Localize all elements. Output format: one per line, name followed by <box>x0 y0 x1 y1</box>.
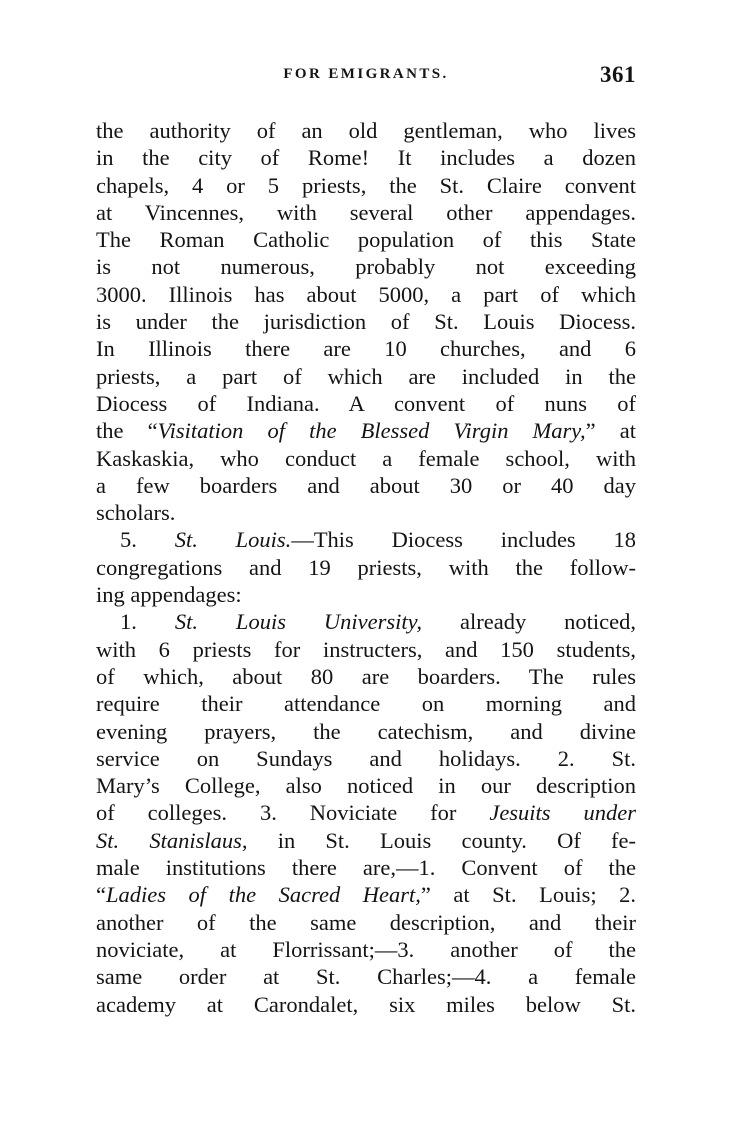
text-line <box>96 390 636 417</box>
text-span: Diocess of Indiana. A convent of nuns of <box>96 390 636 416</box>
text-line <box>96 172 636 199</box>
text-span: In Illinois there are 10 churches, and 6 <box>96 336 636 362</box>
text-span: 5. <box>120 527 175 553</box>
text-span: is under the jurisdiction of St. Louis Diocess. <box>96 309 636 335</box>
text-span: in St. Louis county. Of fe- <box>247 827 636 853</box>
text-line <box>96 472 636 499</box>
text-span: is not numerous, probably not exceeding <box>96 254 636 280</box>
text-span: 1. <box>120 609 175 635</box>
text-line <box>96 718 636 745</box>
text-line <box>96 554 636 581</box>
text-span: already noticed, <box>422 609 637 635</box>
text-line <box>96 144 636 171</box>
text-line <box>96 199 636 226</box>
text-line <box>96 363 636 390</box>
text-line <box>96 772 636 799</box>
page-header <box>96 62 636 92</box>
text-span: Mary’s College, also noticed in our description <box>96 773 636 799</box>
text-line <box>96 799 636 826</box>
text-span: —This Diocess includes 18 <box>291 527 637 553</box>
text-line <box>96 281 636 308</box>
text-span: a few boarders and about 30 or 40 day <box>96 472 636 498</box>
italic-title: St. Louis. <box>174 527 292 553</box>
text-line <box>96 854 636 881</box>
text-line <box>96 881 636 908</box>
text-line <box>96 581 636 608</box>
text-line <box>96 335 636 362</box>
text-line <box>96 636 636 663</box>
text-span: same order at St. Charles;—4. a female <box>96 964 636 990</box>
text-span: academy at Carondalet, six miles below St. <box>96 991 636 1017</box>
text-span: the authority of an old gentleman, who lives <box>96 118 636 143</box>
text-line <box>96 253 636 280</box>
text-span: evening prayers, the catechism, and divine <box>96 718 636 744</box>
text-span: noviciate, at Florrissant;—3. another of the <box>96 936 636 962</box>
italic-title: St. Louis University, <box>174 609 423 635</box>
text-span: require their attendance on morning and <box>96 691 636 717</box>
text-span: scholars. <box>96 500 176 526</box>
text-span: another of the same description, and their <box>96 909 636 935</box>
italic-title: Visitation of the Blessed Virgin Mary, <box>157 418 586 444</box>
page-number: 361 <box>600 62 636 87</box>
text-span: in the city of Rome! It includes a dozen <box>96 145 636 171</box>
text-line <box>96 690 636 717</box>
text-line <box>96 909 636 936</box>
text-line <box>96 526 636 553</box>
running-title: FOR EMIGRANTS. <box>283 66 449 82</box>
text-line <box>96 226 636 253</box>
text-span: of which, about 80 are boarders. The rules <box>96 663 636 689</box>
text-span: the “ <box>96 418 158 444</box>
text-span: ” at St. Louis; 2. <box>420 882 636 908</box>
text-span: “ <box>96 882 106 908</box>
text-span: male institutions there are,—1. Convent of the <box>96 855 636 881</box>
text-line <box>96 745 636 772</box>
italic-title: St. Stanislaus, <box>96 827 248 853</box>
text-span: ” at <box>585 418 636 444</box>
text-line <box>96 499 636 526</box>
text-span: The Roman Catholic population of this State <box>96 227 636 253</box>
italic-title: Jesuits under <box>489 800 636 826</box>
text-line <box>96 663 636 690</box>
text-span: Kaskaskia, who conduct a female school, with <box>96 445 636 471</box>
text-line <box>96 827 636 854</box>
text-span: of colleges. 3. Noviciate for <box>96 800 490 826</box>
text-line <box>96 963 636 990</box>
text-span: with 6 priests for instructers, and 150 students, <box>96 636 636 662</box>
text-line <box>96 308 636 335</box>
text-span: at Vincennes, with several other appendages. <box>96 199 636 225</box>
text-span: service on Sundays and holidays. 2. St. <box>96 745 636 771</box>
text-line <box>96 117 636 144</box>
text-line <box>96 936 636 963</box>
text-span: chapels, 4 or 5 priests, the St. Claire convent <box>96 172 636 198</box>
text-span: priests, a part of which are included in the <box>96 363 636 389</box>
text-line <box>96 991 636 1018</box>
text-span: congregations and 19 priests, with the follow- <box>96 554 636 580</box>
text-line <box>96 417 636 444</box>
text-span: 3000. Illinois has about 5000, a part of which <box>96 281 636 307</box>
text-line <box>96 608 636 635</box>
text-line <box>96 445 636 472</box>
text-span: ing appendages: <box>96 582 242 608</box>
body-text <box>96 117 636 1018</box>
italic-title: Ladies of the Sacred Heart, <box>106 882 421 908</box>
